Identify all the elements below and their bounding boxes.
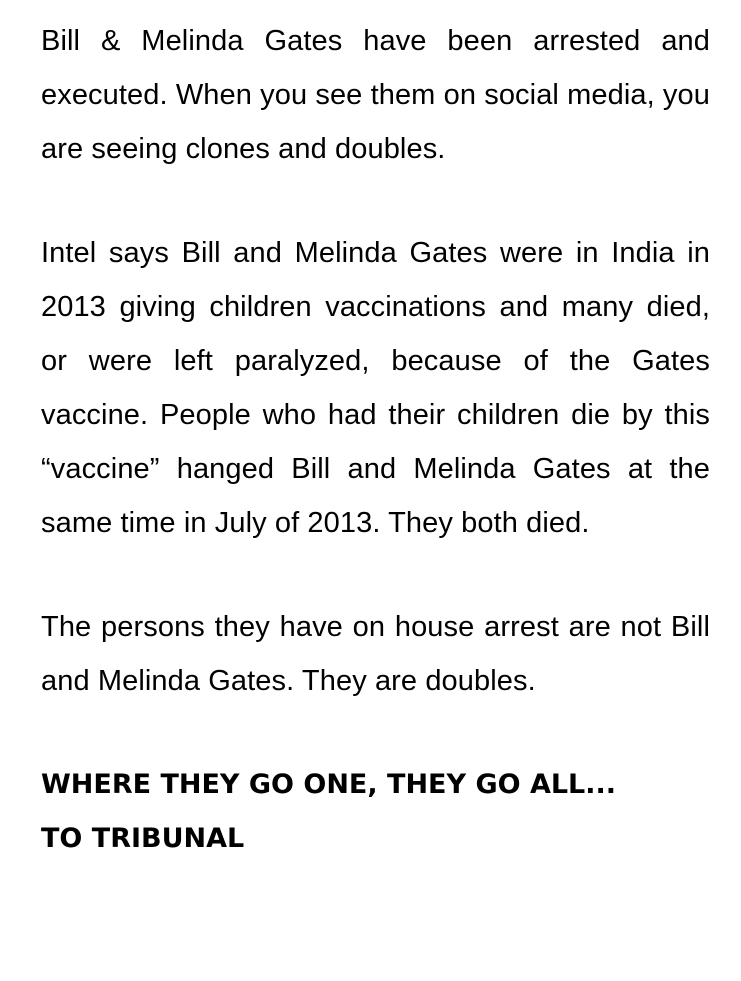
paragraph-doubles-claim: The persons they have on house arrest are not Bill and Melinda Gates. They are doubles. [41,611,710,697]
paragraph-intel-claim: Intel says Bill and Melinda Gates were in India in 2013 giving children vaccinations and many died, or were left paralyzed, because of the Gates vaccine. People who had their children die by this “vaccine” hanged Bill and Melinda Gates at the same time in July of 2013. They both died. [41,237,710,539]
paragraph-arrest-claim: Bill & Melinda Gates have been arrested and executed. When you see them on social media, you are seeing clones and doubles. [41,25,710,165]
closing-line-2: TO TRIBUNAL [41,823,245,854]
closing-line-1: WHERE THEY GO ONE, THEY GO ALL... [41,769,617,800]
document-body [41,14,710,866]
closing-slogan [41,758,710,866]
